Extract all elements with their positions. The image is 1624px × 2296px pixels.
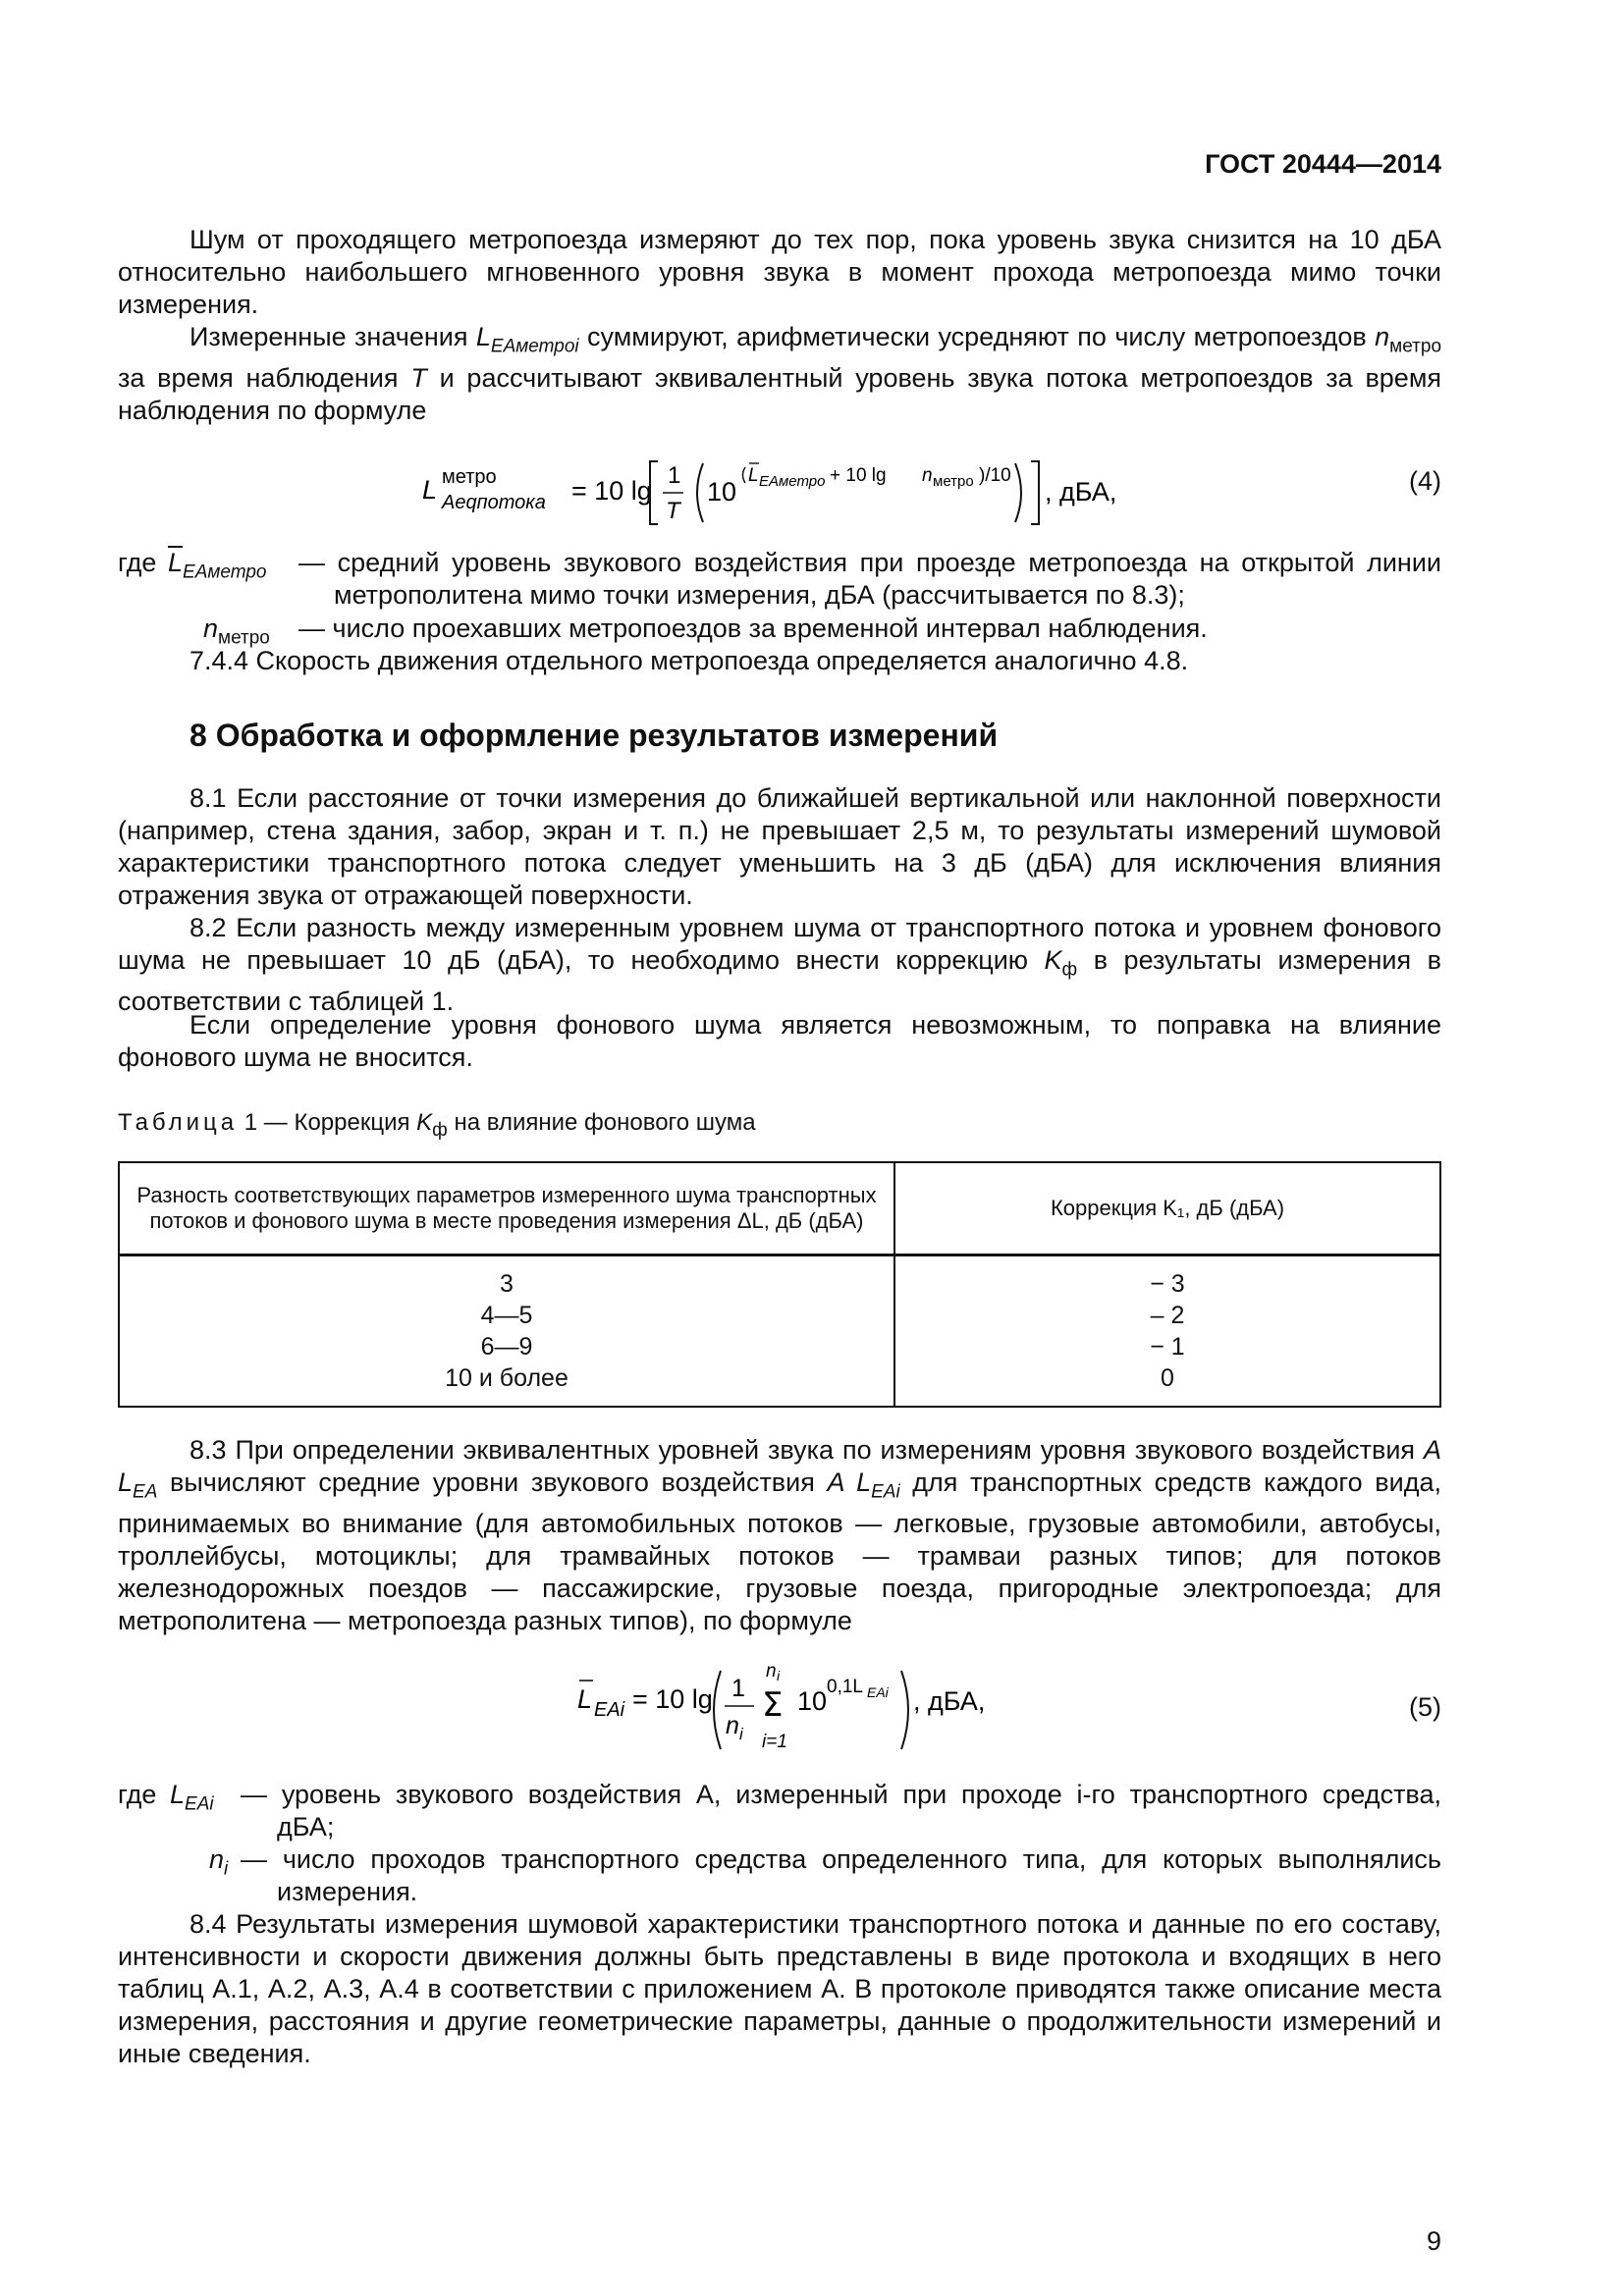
text-run: суммируют, арифметически усредняют по числу метропоездов [578,322,1376,351]
text-run: в результаты измерения в соответствии с таблицей 1. [118,945,1441,1017]
def-symbol-L-EA-metro [168,547,267,588]
symbol-subscript: EAметроi [490,336,579,357]
def-symbol-n-i [209,1843,228,1885]
formula-5-frac-den-sub: i [739,1725,743,1743]
formula-5-unit: , дБА, [913,1686,986,1716]
symbol-L: L [170,1780,186,1809]
symbol-subscript: ф [432,1119,448,1141]
def-5-text-1: — уровень звукового воздействия A, измеренный при проходе i-го транспортного средства, [241,1780,1441,1809]
symbol-subscript: ф [1061,959,1078,981]
symbol-subscript: метро [1389,336,1442,357]
text-run: за время наблюдения [118,363,411,394]
formula-4-exp-n-sub: метро [933,473,974,490]
table-1-corr-column [894,1255,1440,1408]
formula-5-frac-num: 1 [731,1675,745,1702]
table-1 [118,1161,1441,1408]
table-cell: 0 [1161,1364,1174,1392]
text-run: 8.2 Если разность между измеренным уровнем шума от транспортного потока и уровнем фонового шума не превышает 10 дБ (дБА), то необходимо внести коррекцию [118,913,1441,975]
def-5-text-2: — число проходов транспортного средства определенного типа, для которых выполнялись [241,1844,1441,1874]
def-5-text-2-cont: измерения. [277,1877,418,1906]
paragraph-8-1: 8.1 Если расстояние от точки измерения до ближайшей вертикальной или наклонной поверхности (например, стена здания, забор, экран и т. п.) не превышает 2,5 м, то результаты измерений шумовой характеристики транспортного потока следует уменьшить на 3 дБ (дБА) для исключения влияния отражения звука от отражающей поверхности. [118,783,1441,910]
text-run: 8.3 При определении эквивалентных уровней звука по измерениям уровня звукового воздействия [189,1435,1424,1465]
paragraph-8-3 [118,1434,1441,1637]
symbol-subscript: EAметро [183,561,267,583]
formula-5-lhs: L [577,1684,593,1714]
formula-4-exp-paren [743,467,746,483]
formula-4-left-paren [697,463,703,522]
formula-4-svg [422,454,1117,532]
paragraph-7-4-4: 7.4.4 Скорость движения отдельного метропоезда определяется аналогично 4.8. [189,646,1189,675]
text-run: на влияние фонового шума [447,1109,756,1136]
table-cell: 10 и более [445,1364,568,1392]
def-text-1-cont: метрополитена мимо точки измерения, дБА (рассчитывается по 8.3); [334,580,1185,610]
formula-5-sum-top: n [766,1661,777,1682]
paragraph-8-4: 8.4 Результаты измерения шумовой характеристики транспортного потока и данные по его составу, интенсивности и скорости движения должны быть представлены в виде протокола и входящих в него таблиц А.1, А.2, А.3, А.4 в соответствии с приложением А. В протоколе приводятся также описание места измерения, расстояния и другие геометрические параметры, данные о продолжительности измерений и иные сведения. [118,1909,1441,2068]
symbol-subscript: EA [133,1481,158,1503]
formula-4-lhs-sub: Aeqпотока [442,492,546,513]
caption-word: Таблица [118,1109,239,1136]
formula-4-unit: , дБА, [1045,477,1117,507]
table-cell: 3 [500,1270,514,1298]
formula-4-right-bracket [1031,461,1039,524]
header-line: потоков и фонового шума в месте проведения измерения ΔL, дБ (дБА) [149,1208,864,1233]
symbol-A-L: A L [827,1468,872,1497]
formula-5 [577,1659,1009,1764]
table-1-diff-column [119,1255,894,1408]
formula-4-lhs: L [422,475,438,505]
formula-4-exp-plus: + 10 lg [830,465,887,486]
formula-5-svg [577,1659,1009,1757]
table-cell: 4—5 [480,1302,533,1329]
header-line: Разность соответствующих параметров измеренного шума транспортных [136,1183,877,1207]
formula-4-exp-L: L [748,465,759,486]
where-label: где [118,548,157,577]
table-cell: – 2 [1150,1302,1185,1329]
symbol-n: n [203,614,219,643]
symbol-A-L: A L [118,1435,1441,1497]
symbol-L: $\overline{L}$ [168,548,184,577]
def-text-1: — средний уровень звукового воздействия при проезде метропоезда на открытой линии [298,548,1441,577]
text-run: и рассчитывают эквивалентный уровень звука потока метропоездов за время наблюдения по формуле [118,363,1441,426]
paragraph-measured-values [118,321,1441,427]
def-text-2: — число проехавших метропоездов за временной интервал наблюдения. [298,614,1208,643]
table-1-header-correction: Коррекция K₁, дБ (дБА) [894,1162,1440,1255]
formula-4-frac-num: 1 [668,462,681,489]
formula-4-right-paren [1015,463,1021,522]
formula-5-lhs-sub: EAi [594,1699,625,1721]
symbol-subscript: метро [218,627,270,649]
paragraph-8-2 [118,912,1441,1018]
formula-5-sum-top-sub: i [777,1668,781,1683]
def-5-text-1-cont: дБА; [277,1812,335,1842]
table-1-header-difference [119,1162,894,1255]
formula-4-lhs-sup: метро [442,466,497,488]
formula-5-base: 10 [797,1686,828,1716]
page-number: 9 [1426,2226,1441,2256]
table-row [119,1255,1440,1408]
formula-5-exp-sub: EAi [867,1684,889,1700]
symbol-T: T [410,363,427,394]
symbol-n: n [209,1844,225,1874]
formula-5-eq: = 10 lg [632,1684,713,1714]
where-label: где [118,1780,157,1809]
formula-5-exp: 0,1L [827,1677,863,1697]
formula-4 [422,454,1117,539]
formula-4-exp-div: )/10 [979,465,1011,486]
symbol-L: L [475,322,491,351]
text-run: вычисляют средние уровни звукового воздействия [157,1468,828,1497]
symbol-subscript: i [224,1858,229,1880]
symbol-n: n [1375,322,1390,351]
formula-5-number: (5) [1409,1692,1441,1722]
formula-5-frac-den: n [726,1712,739,1739]
formula-4-exp-L-sub: EAметро [759,473,826,490]
formula-5-sum-sign: Σ [762,1685,784,1725]
table-cell: − 3 [1150,1270,1185,1298]
paragraph-noise-measurement: Шум от проходящего метропоезда измеряют до тех пор, пока уровень звука снизится на 10 дБА относительно наибольшего мгновенного уровня звука в момент прохода метропоезда мимо точки измерения. [118,225,1441,319]
symbol-subscript: EAi [185,1793,214,1815]
formula-4-eq: = 10 lg [571,476,652,506]
formula-4-base: 10 [707,477,737,507]
paragraph-8-2-background: Если определение уровня фонового шума является невозможным, то поправка на влияние фонового шума не вносится. [118,1010,1441,1072]
text-run: Измеренные значения [189,322,476,351]
text-run: 1 — Коррекция [238,1109,417,1136]
document-id-header: ГОСТ 20444—2014 [1205,149,1441,179]
symbol-K: K [1044,945,1062,975]
formula-5-left-paren [714,1671,721,1749]
table-1-caption [118,1109,756,1142]
formula-4-exp-n: n [922,465,933,486]
table-cell: − 1 [1150,1333,1185,1361]
text-run: для транспортных средств каждого вида, принимаемых во внимание (для автомобильных потоков — легковые, грузовые автомобили, автобусы, троллейбусы, мотоциклы; для трамвайных потоков — трамваи разных типов; для потоков железнодорожных поездов — пассажирские, грузовые поезда, пригородные электропоезда; для метрополитена — метропоезда разных типов), по формуле [118,1468,1441,1636]
section-8-title: 8 Обработка и оформление результатов измерений [189,718,999,753]
table-cell: 6—9 [480,1333,533,1361]
symbol-K: K [416,1109,433,1136]
symbol-subscript: EAi [871,1481,900,1503]
formula-5-sum-bot: i=1 [762,1732,787,1752]
formula-4-frac-den: T [666,498,680,524]
formula-4-number: (4) [1409,466,1441,496]
def-symbol-L-EAi [170,1779,214,1820]
formula-5-right-paren [901,1671,908,1749]
